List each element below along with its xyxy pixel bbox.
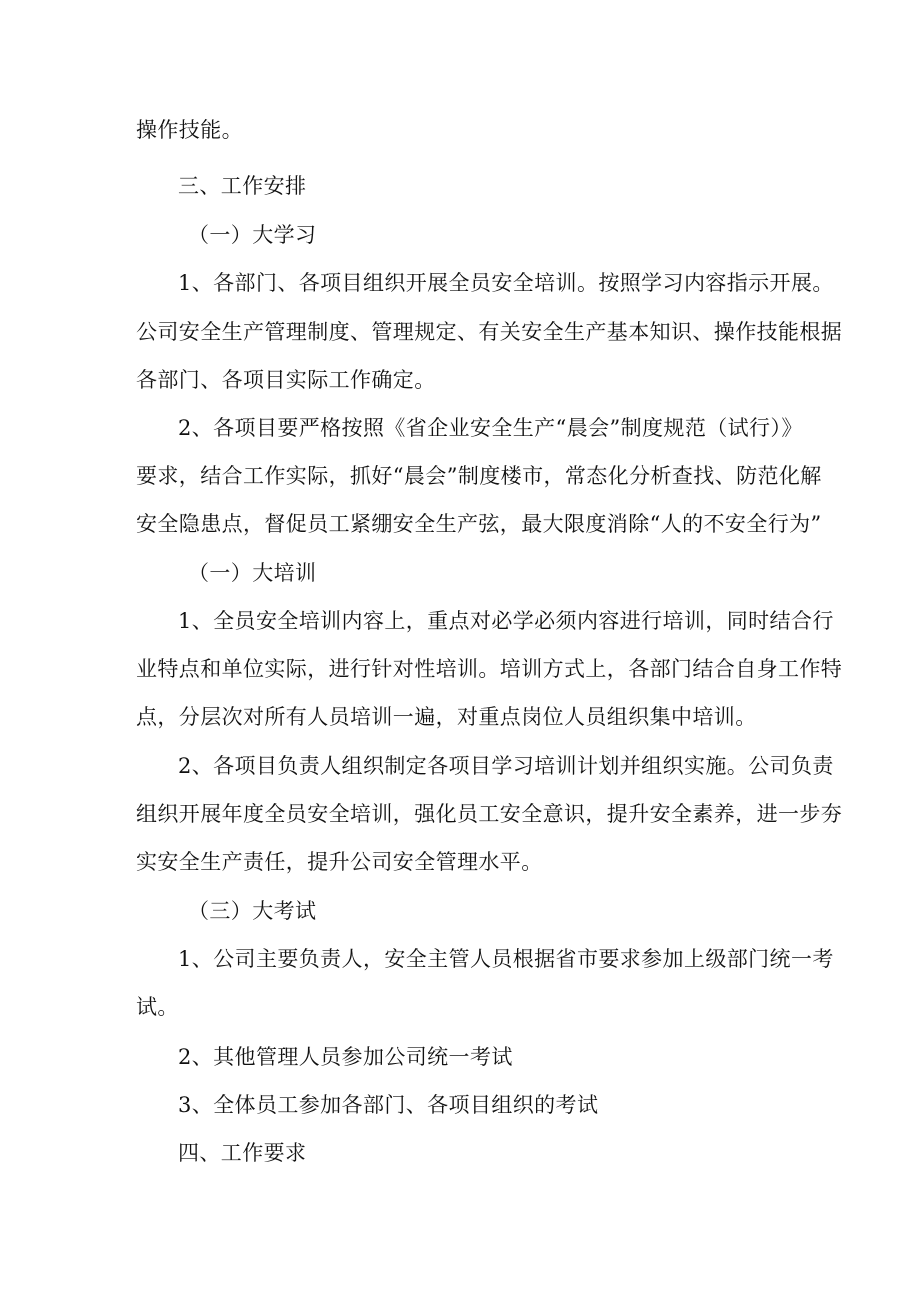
paragraph-line: 1、各部门、各项目组织开展全员安全培训。按照学习内容指示开展。 [178,271,834,295]
paragraph-line: 2、各项目要严格按照《省企业安全生产“晨会”制度规范（试行）》 [178,416,803,440]
paragraph-line: 2、其他管理人员参加公司统一考试 [178,1045,513,1069]
paragraph-line: 公司安全生产管理制度、管理规定、有关安全生产基本知识、操作技能根据 [136,320,843,344]
paragraph-line: 业特点和单位实际，进行针对性培训。培训方式上，各部门结合自身工作特 [136,657,843,681]
paragraph-line: 2、各项目负责人组织制定各项目学习培训计划并组织实施。公司负责 [178,754,834,778]
paragraph-line: 1、公司主要负责人，安全主管人员根据省市要求参加上级部门统一考 [178,947,834,971]
paragraph-line: 试。 [136,995,179,1019]
paragraph-line: 要求，结合工作实际，抓好“晨会”制度楼市，常态化分析查找、防范化解 [136,464,822,488]
paragraph-line: 安全隐患点，督促员工紧绷安全生产弦，最大限度消除“人的不安全行为” [136,512,822,536]
section-heading: 三、工作安排 [178,174,307,198]
text-line: 操作技能。 [136,118,243,142]
subsection-heading: （一）大培训 [188,561,317,585]
paragraph-line: 1、全员安全培训内容上，重点对必学必须内容进行培训，同时结合行 [178,609,834,633]
paragraph-line: 组织开展年度全员安全培训，强化员工安全意识，提升安全素养，进一步夯 [136,802,843,826]
paragraph-line: 3、全体员工参加各部门、各项目组织的考试 [178,1093,599,1117]
paragraph-line: 各部门、各项目实际工作确定。 [136,368,436,392]
subsection-heading: （一）大学习 [188,223,317,247]
paragraph-line: 实安全生产责任，提升公司安全管理水平。 [136,850,543,874]
paragraph-line: 点，分层次对所有人员培训一遍，对重点岗位人员组织集中培训。 [136,705,757,729]
subsection-heading: （三）大考试 [188,899,317,923]
section-heading: 四、工作要求 [178,1141,307,1165]
